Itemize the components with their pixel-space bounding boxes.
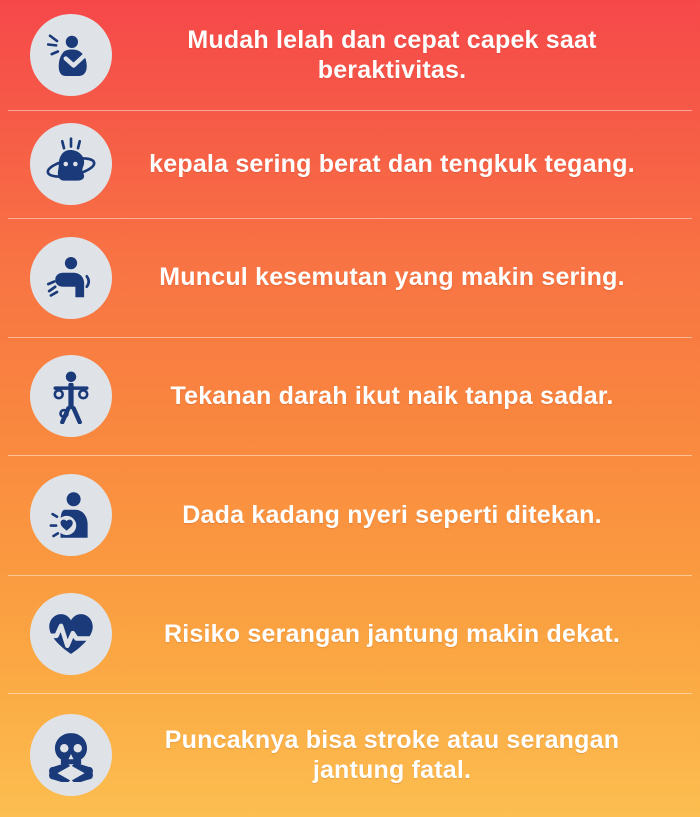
infographic-row bbox=[0, 110, 700, 218]
infographic-row bbox=[0, 455, 700, 575]
blood-pressure-person-icon bbox=[30, 355, 112, 437]
infographic-row bbox=[0, 0, 700, 110]
infographic-row bbox=[0, 693, 700, 817]
infographic-row bbox=[0, 337, 700, 455]
infographic-row bbox=[0, 575, 700, 693]
infographic-row-text: Tekanan darah ikut naik tanpa sadar. bbox=[170, 381, 614, 410]
infographic-row-text: kepala sering berat dan tengkuk tegang. bbox=[149, 149, 635, 178]
infographic-row-text: Dada kadang nyeri seperti ditekan. bbox=[182, 500, 602, 529]
skull-crossbones-icon bbox=[30, 714, 112, 796]
dizzy-head-icon bbox=[30, 123, 112, 205]
heart-pulse-icon bbox=[30, 593, 112, 675]
infographic-row-text: Risiko serangan jantung makin dekat. bbox=[164, 619, 620, 648]
tingling-person-icon bbox=[30, 237, 112, 319]
chest-pain-icon bbox=[30, 474, 112, 556]
tired-person-icon bbox=[30, 14, 112, 96]
infographic-row-text: Mudah lelah dan cepat capek saat beraktivitas. bbox=[187, 25, 597, 84]
infographic-row bbox=[0, 218, 700, 337]
infographic-row-text: Muncul kesemutan yang makin sering. bbox=[159, 263, 625, 292]
infographic-row-text: Puncaknya bisa stroke atau serangan jantung fatal. bbox=[164, 725, 620, 784]
